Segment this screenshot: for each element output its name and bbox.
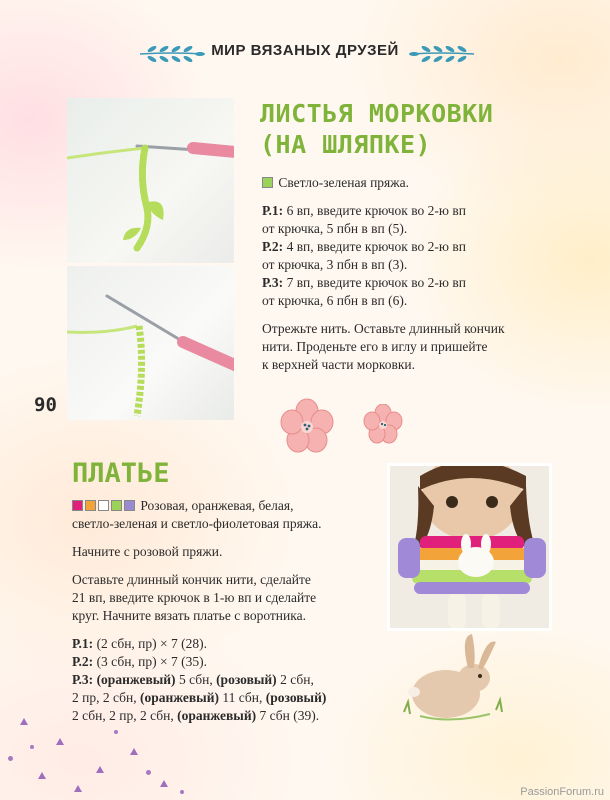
row-text: (2 сбн, пр) × 7 (28).: [93, 636, 208, 651]
color-pink: (розовый): [265, 690, 327, 705]
instruction-line: Оставьте длинный кончик нити, сделайте: [72, 572, 311, 587]
watermark: PassionForum.ru: [520, 786, 604, 798]
yarn-line: [262, 174, 562, 192]
row-label: Р.1:: [262, 203, 284, 218]
yarn-swatch-light-green: [111, 500, 122, 511]
doll-illustration: [390, 466, 549, 628]
row-text: 6 вп, введите крючок во 2-ю вп: [283, 203, 466, 218]
row-1: [72, 635, 392, 653]
photo-amigurumi-doll: [387, 463, 552, 631]
section-title-carrot-leaves: [260, 98, 560, 160]
row-text: 11 сбн,: [218, 690, 266, 705]
pink-flower-large-icon: [278, 398, 336, 454]
rabbit-illustration-icon: [400, 632, 510, 728]
section-title-dress: ПЛАТЬЕ: [72, 458, 170, 489]
yarn-text: Розовая, оранжевая, белая,: [140, 498, 294, 513]
pink-flower-small-icon: [362, 404, 404, 444]
row-text: 4 вп, введите крючок во 2-ю вп: [283, 239, 466, 254]
row-text-cont: от крючка, 5 пбн в вп (5).: [262, 221, 408, 236]
page-number: 90: [34, 394, 57, 416]
row-3: [72, 671, 392, 689]
yarn-text-cont: светло-зеленая и светло-фиолетовая пряжа.: [72, 516, 322, 531]
row-text: 2 сбн, 2 пр, 2 сбн,: [72, 708, 178, 723]
row-2: [262, 238, 562, 274]
row-text: 2 сбн,: [276, 672, 314, 687]
finish-line: нити. Проденьте его в иглу и пришейте: [262, 339, 488, 354]
carrot-instructions: [262, 174, 562, 374]
row-2: [72, 653, 392, 671]
yarn-swatch-light-green: [262, 177, 273, 188]
title-line-1: ЛИСТЬЯ МОРКОВКИ: [260, 99, 494, 128]
yarn-swatch-lilac: [124, 500, 135, 511]
page-header: [0, 40, 610, 66]
yarn-text: Светло-зеленая пряжа.: [278, 175, 409, 190]
yarn-line: [72, 497, 392, 515]
row-1: [262, 202, 562, 238]
photo-crochet-leaf-step1: [67, 98, 234, 263]
row-text-cont: от крючка, 6 пбн в вп (6).: [262, 293, 408, 308]
row-text: 2 пр, 2 сбн,: [72, 690, 140, 705]
start-instruction: Начните с розовой пряжи.: [72, 544, 223, 559]
color-orange: (оранжевый): [177, 708, 257, 723]
yarn-swatch-pink: [72, 500, 83, 511]
row-label: Р.2:: [262, 239, 284, 254]
instruction-line: 21 вп, введите крючок в 1-ю вп и сделайте: [72, 590, 317, 605]
row-3: [262, 274, 562, 310]
right-leaf-ornament: [408, 44, 476, 64]
row-3-cont: [72, 689, 392, 707]
color-pink: (розовый): [216, 672, 277, 687]
finish-line: Отрежьте нить. Оставьте длинный кончик: [262, 321, 505, 336]
row-label: Р.1:: [72, 636, 94, 651]
finish-line: к верхней части морковки.: [262, 357, 416, 372]
row-text: 7 вп, введите крючок во 2-ю вп: [283, 275, 466, 290]
row-label: Р.2:: [72, 654, 94, 669]
row-3-cont: [72, 707, 392, 725]
row-text: (3 сбн, пр) × 7 (35).: [93, 654, 208, 669]
color-orange: (оранжевый): [139, 690, 219, 705]
row-text-cont: от крючка, 3 пбн в вп (3).: [262, 257, 408, 272]
title-line-2: (НА ШЛЯПКЕ): [260, 130, 432, 159]
instruction-line: круг. Начните вязать платье с воротника.: [72, 608, 306, 623]
header-title: МИР ВЯЗАНЫХ ДРУЗЕЙ: [211, 42, 399, 59]
yarn-swatch-orange: [85, 500, 96, 511]
yarn-swatch-white: [98, 500, 109, 511]
color-orange: (оранжевый): [93, 672, 176, 687]
crochet-hook-chain-illustration: [67, 266, 234, 420]
row-text: 5 сбн,: [175, 672, 217, 687]
row-label: Р.3:: [72, 672, 94, 687]
row-label: Р.3:: [262, 275, 284, 290]
dress-instructions: [72, 497, 392, 725]
row-text: 7 сбн (39).: [256, 708, 320, 723]
photo-crochet-leaf-step2: [67, 266, 234, 420]
crochet-hook-leaf-illustration: [67, 98, 234, 263]
